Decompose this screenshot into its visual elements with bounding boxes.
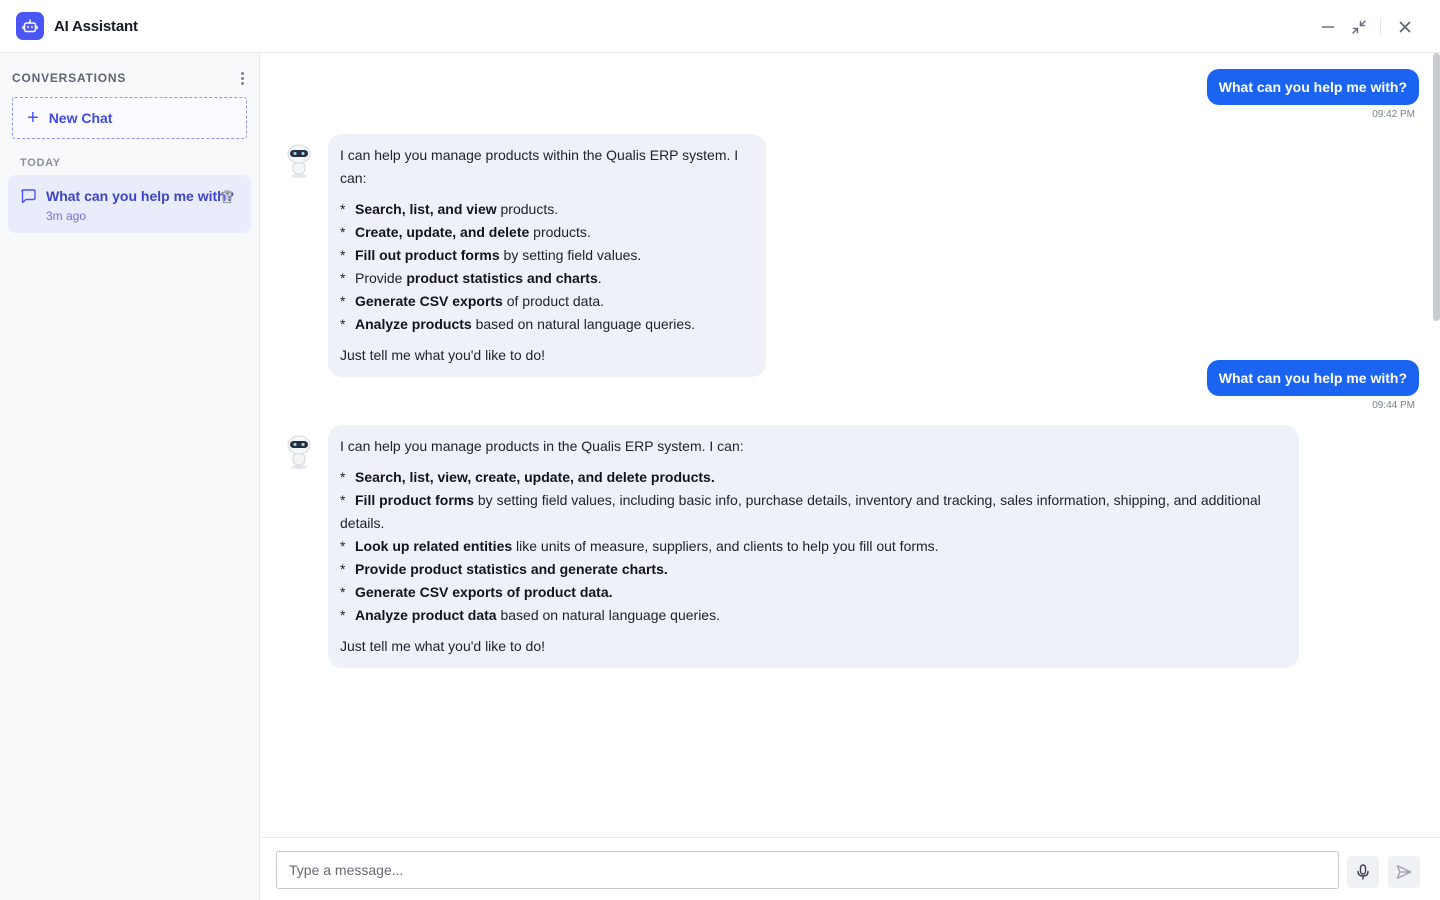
list-item: * Analyze product data based on natural language queries.: [340, 607, 720, 623]
conversations-sidebar: [0, 53, 260, 900]
list-item: * Fill out product forms by setting field values.: [340, 247, 642, 263]
list-item: * Generate CSV exports of product data.: [340, 584, 613, 600]
assistant-outro: Just tell me what you'd like to do!: [340, 347, 545, 363]
plus-icon: +: [27, 107, 39, 129]
assistant-avatar: [285, 434, 313, 470]
trash-icon[interactable]: [220, 189, 234, 209]
assistant-intro: I can help you manage products in the Qualis ERP system. I can:: [340, 438, 744, 454]
conversation-time: 3m ago: [46, 209, 87, 223]
list-item: * Look up related entities like units of measure, suppliers, and clients to help you fill out forms.: [340, 538, 939, 554]
window-actions: [1310, 14, 1418, 40]
close-icon[interactable]: [1392, 14, 1418, 40]
list-item: * Fill product forms by setting field values, including basic info, purchase details, inventory and tracking, sales information, shipping, and additional details.: [340, 492, 1261, 531]
list-item: * Provide product statistics and charts.: [340, 270, 602, 286]
header-divider: [1380, 18, 1381, 36]
list-item: * Analyze products based on natural language queries.: [340, 316, 696, 332]
assistant-message: [328, 134, 766, 377]
message-time: 09:44 PM: [1372, 400, 1415, 411]
collapse-icon[interactable]: [1346, 14, 1372, 40]
assistant-avatar: [285, 143, 313, 179]
assistant-message: [328, 425, 1299, 668]
minimize-icon[interactable]: [1315, 14, 1341, 40]
send-icon[interactable]: [1388, 856, 1420, 888]
list-item: * Generate CSV exports of product data.: [340, 293, 605, 309]
assistant-capabilities-list: [340, 466, 1287, 627]
more-options-icon[interactable]: [236, 70, 248, 86]
message-input[interactable]: [276, 851, 1339, 889]
user-message: What can you help me with?: [1207, 360, 1419, 396]
conversations-title: CONVERSATIONS: [12, 71, 127, 85]
chat-bubble-icon: [20, 188, 37, 210]
microphone-icon[interactable]: [1347, 856, 1379, 888]
list-item: * Search, list, and view products.: [340, 201, 559, 217]
conversation-item[interactable]: [8, 175, 251, 233]
conversation-group-label: TODAY: [20, 157, 61, 169]
new-chat-label: New Chat: [48, 110, 113, 126]
list-item: * Search, list, view, create, update, and delete products.: [340, 469, 715, 485]
app-title: AI Assistant: [54, 17, 138, 35]
message-composer: [261, 837, 1440, 900]
new-chat-button[interactable]: [12, 97, 247, 139]
robot-icon: [16, 12, 44, 40]
list-item: * Provide product statistics and generate charts.: [340, 561, 668, 577]
assistant-intro: I can help you manage products within the Qualis ERP system. I can:: [340, 147, 739, 186]
assistant-capabilities-list: [340, 198, 754, 336]
chat-scrollbar[interactable]: [1433, 53, 1440, 321]
conversation-title: What can you help me with?: [46, 188, 235, 204]
list-item: * Create, update, and delete products.: [340, 224, 591, 240]
message-time: 09:42 PM: [1372, 109, 1415, 120]
chat-messages-area[interactable]: [261, 53, 1440, 837]
assistant-outro: Just tell me what you'd like to do!: [340, 638, 545, 654]
conversations-header: [12, 70, 248, 86]
app-header: [0, 0, 1440, 53]
user-message: What can you help me with?: [1207, 69, 1419, 105]
